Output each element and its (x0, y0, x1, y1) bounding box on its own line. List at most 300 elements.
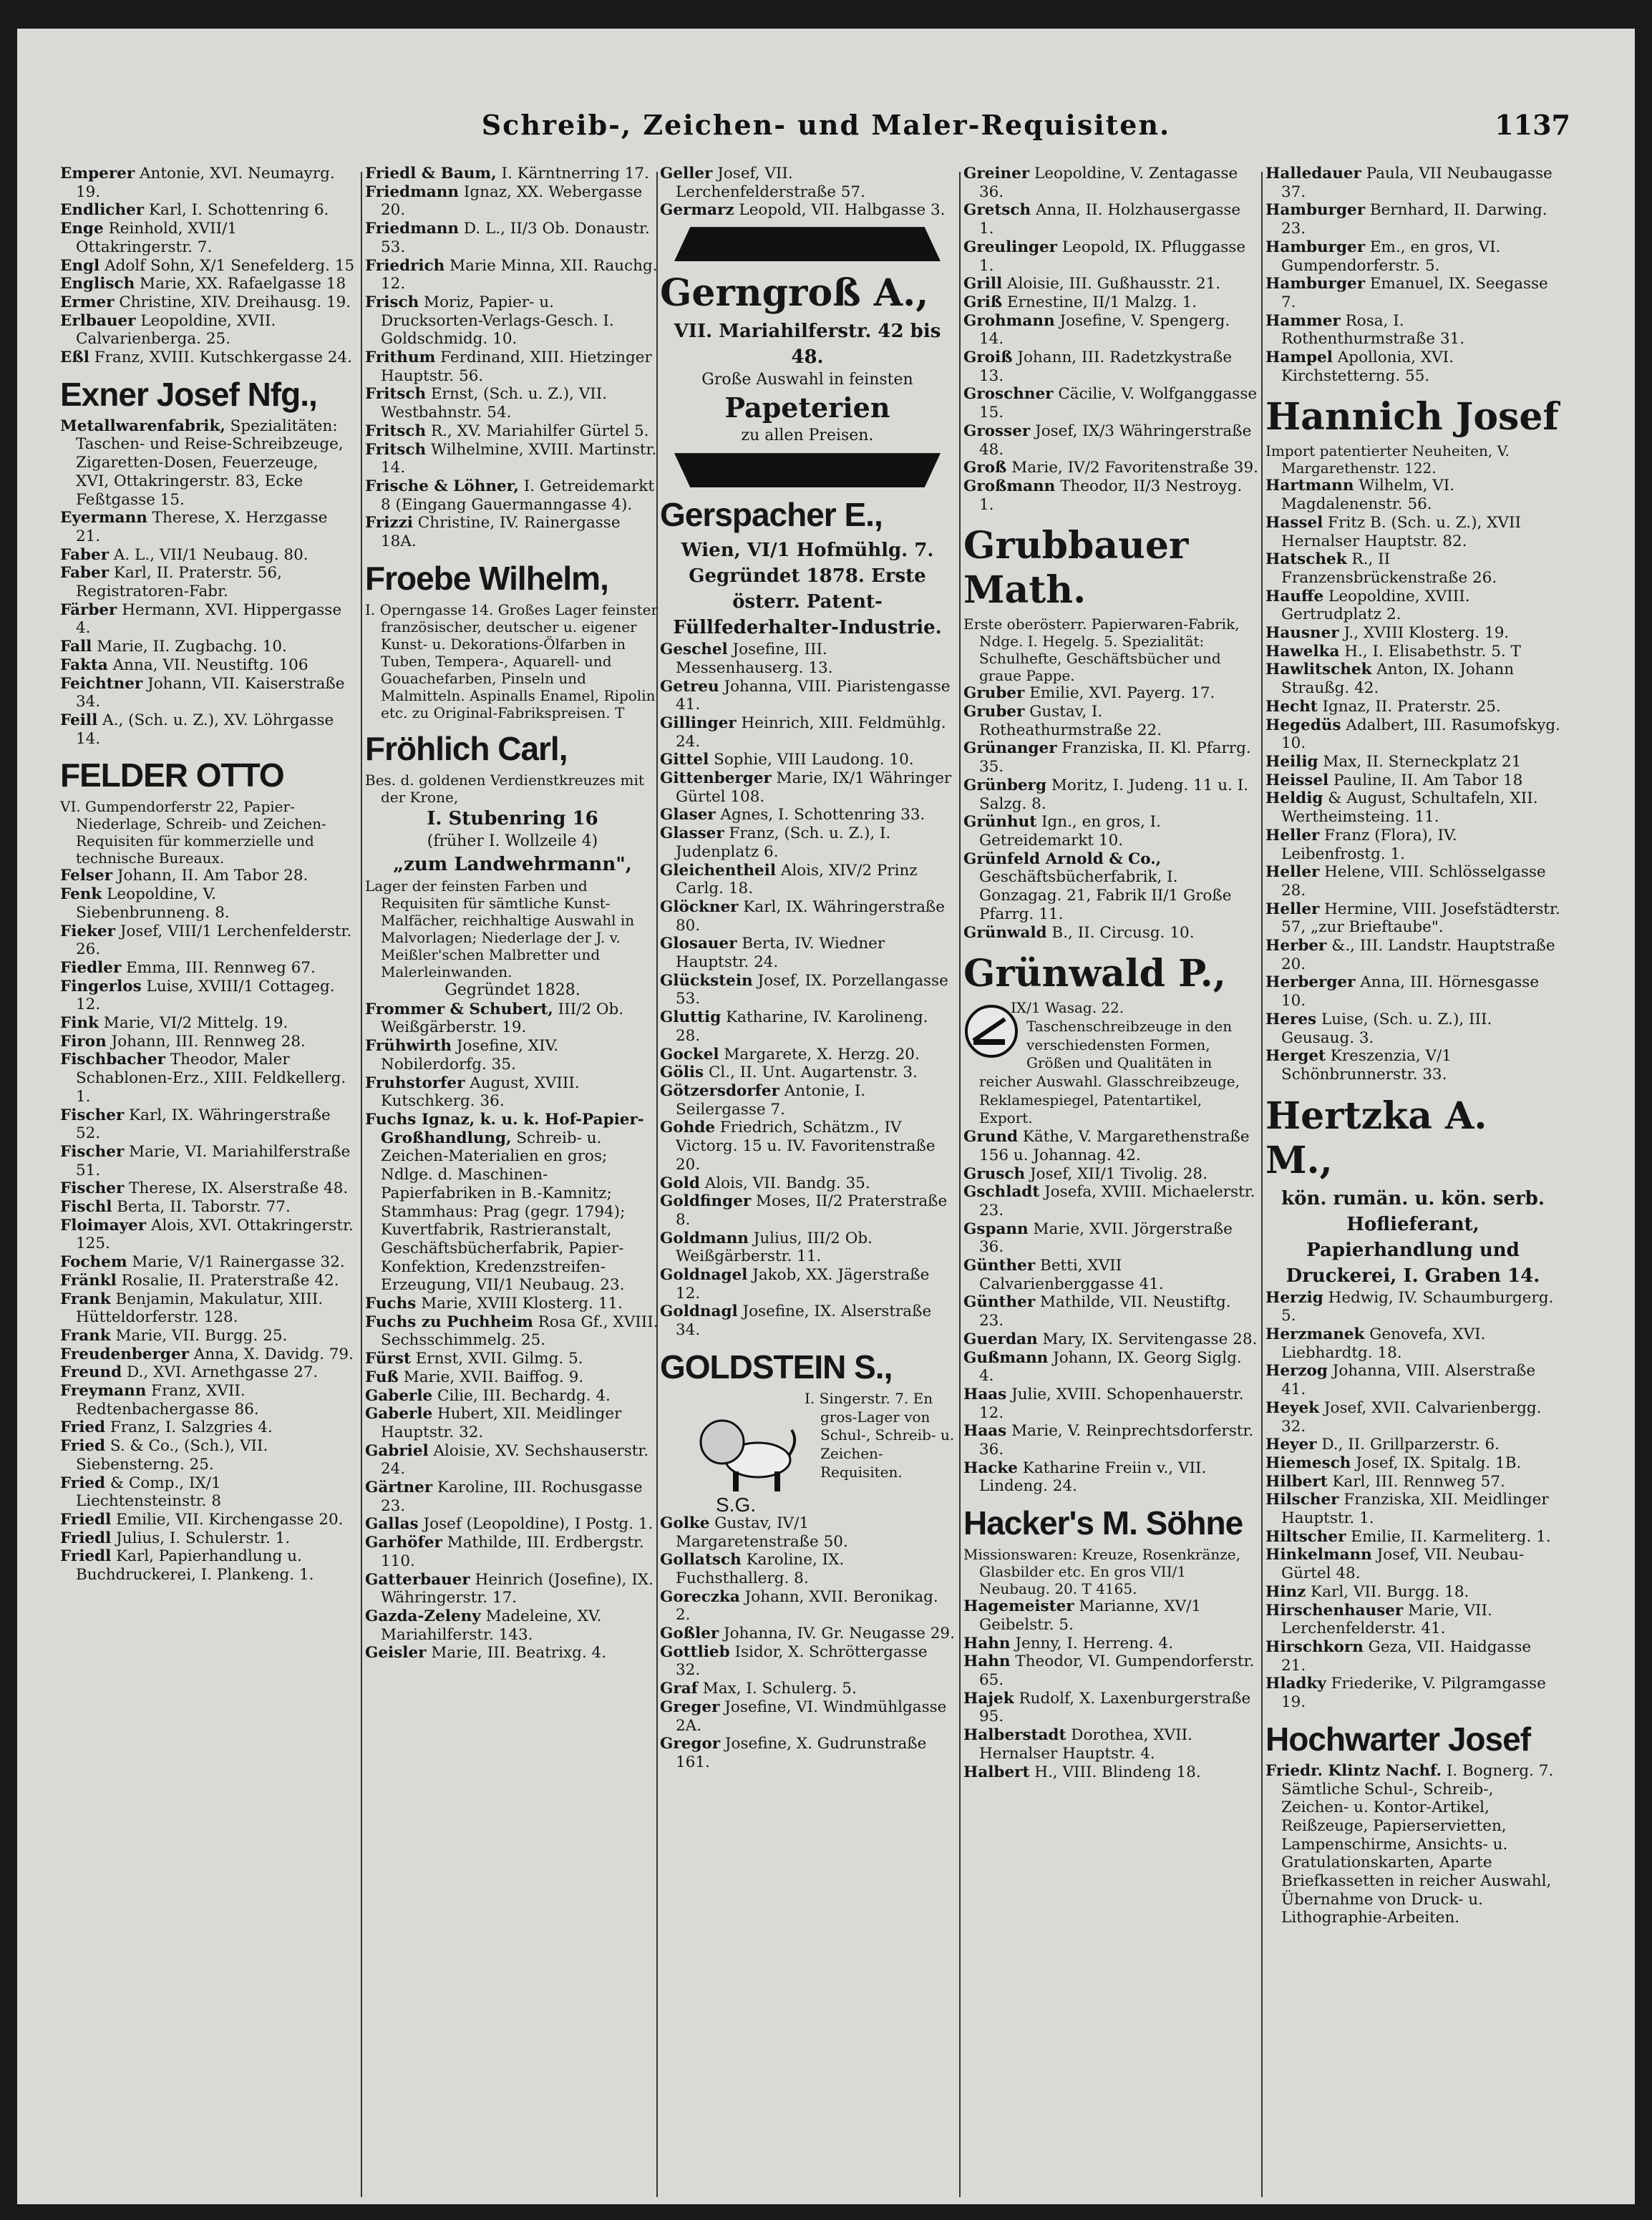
entry-name: Greger (660, 1698, 720, 1716)
entry-name: Endlicher (60, 201, 145, 220)
directory-entry (1265, 1473, 1560, 1491)
entry-address: Josef, VIII/1 Lerchenfelderstr. 26. (76, 922, 352, 959)
directory-entry (660, 201, 955, 220)
entry-address: Franz, XVII. Redtenbachergasse 86. (76, 1382, 259, 1418)
entry-name: Metallwarenfabrik, (60, 417, 225, 435)
entry-address: Ign., en gros, I. Getreidemarkt 10. (979, 813, 1162, 849)
directory-entry (365, 165, 660, 183)
directory-entry (963, 1330, 1258, 1349)
logo-monogram: S.G. (715, 1494, 756, 1516)
entry-address: Therese, IX. Alserstraße 48. (124, 1179, 349, 1198)
entry-name: Herber (1265, 937, 1327, 955)
entry-address: Josefine, X. Gudrunstraße 161. (676, 1735, 927, 1771)
entry-address: August, XVIII. Kutschkerg. 36. (381, 1074, 580, 1111)
entry-name: Herzig (1265, 1288, 1323, 1307)
entry-name: Graf (660, 1680, 698, 1698)
advertisement-heading: Hacker's M. Söhne (963, 1504, 1243, 1542)
entry-name: Hinkelmann (1265, 1546, 1372, 1564)
directory-entry (963, 349, 1258, 385)
directory-entry (963, 1763, 1258, 1782)
entry-name: Groschner (963, 385, 1054, 404)
entry-address: Antonie, I. Seilergasse 7. (676, 1081, 866, 1119)
entry-address: Karl, IX. Währingerstraße 52. (76, 1106, 331, 1143)
column-5 (1265, 165, 1560, 2190)
directory-entry (963, 1257, 1258, 1293)
directory-entry (1265, 550, 1560, 587)
directory-entry (60, 349, 355, 367)
entry-name: Geller (660, 165, 713, 182)
entry-name: Gölis (660, 1063, 704, 1082)
entry-name: Heissel (1265, 771, 1329, 789)
entry-address: Anton, IX. Johann Straußg. 42. (1281, 661, 1515, 698)
directory-entry (963, 703, 1258, 739)
entry-name: Gallas (365, 1515, 419, 1534)
entry-address: Marie, IV/2 Favoritenstraße 39. (1006, 459, 1258, 477)
entry-address: D. L., II/3 Ob. Donaustr. 53. (381, 220, 650, 256)
directory-entry (365, 1368, 660, 1387)
directory-entry (660, 1680, 955, 1698)
entry-address: Marie, II. Zugbachg. 10. (92, 638, 287, 656)
entry-address: Moritz, I. Judeng. 11 u. I. Salzg. 8. (979, 776, 1249, 813)
directory-entry (1265, 1638, 1560, 1675)
entry-address: J., XVIII Klosterg. 19. (1338, 624, 1510, 643)
entry-name: Fischer (60, 1106, 125, 1124)
entry-address: & Comp., IX/1 Liechtensteinstr. 8 (76, 1474, 222, 1511)
entry-address: Mathilde, VII. Neustiftg. 23. (979, 1293, 1231, 1330)
entry-name: Hagemeister (963, 1597, 1074, 1616)
entry-address: Bernhard, II. Darwing. 23. (1281, 201, 1547, 238)
entry-name: Hegedüs (1265, 716, 1341, 734)
entry-name: Emperer (60, 165, 135, 182)
entry-name: Friedl & Baum, (365, 165, 497, 182)
entry-address: Johann, III. Radetzkystraße 13. (979, 349, 1233, 385)
entry-name: Hilscher (1265, 1491, 1339, 1509)
directory-entry (1265, 275, 1560, 311)
entry-address: Moses, II/2 Praterstraße 8. (676, 1192, 948, 1229)
entry-address: Schreib- u. Zeichen-Materialien en gros; Ndlge. d. Maschinen-Papierfabriken in B.-Kamnitz; Stammhaus: Prag (gegr. 1794); Kuvertfabrik, Rastrieranstalt, Geschäftsbücherfabrik, Papier-Konfektion, Kredenzstreifen-Erzeugung, VII/1 Neubaug. 23. (381, 1129, 626, 1295)
entry-address: Anna, II. Holzhausergasse 1. (979, 201, 1241, 238)
directory-entry (1265, 900, 1560, 937)
entry-name: Fischer (60, 1179, 125, 1198)
directory-entry (660, 935, 955, 971)
directory-entry (365, 1037, 660, 1074)
entry-name: Hamburger (1265, 238, 1366, 256)
directory-entry (365, 385, 660, 422)
entry-address: Johann, II. Am Tabor 28. (112, 867, 308, 885)
entry-address: Johanna, VIII. Alserstraße 41. (1281, 1362, 1536, 1399)
entry-name: Gockel (660, 1045, 719, 1063)
entry-name: Grohmann (963, 311, 1055, 330)
entry-address: H., VIII. Blindeng 18. (1029, 1763, 1201, 1781)
advertisement-heading: Fröhlich Carl, (365, 729, 568, 767)
directory-entry (963, 1459, 1258, 1496)
entry-name: Hinz (1265, 1582, 1306, 1601)
advertisement-heading: GOLDSTEIN S., (660, 1348, 893, 1386)
entry-name: Herberger (1265, 973, 1356, 992)
entry-address: Ignaz, II. Praterstr. 25. (1317, 697, 1501, 716)
entry-address: Marie, XVIII Klosterg. 11. (416, 1295, 623, 1313)
entry-name: Friedl (60, 1547, 112, 1566)
entry-name: Heller (1265, 900, 1320, 918)
directory-entry (1265, 771, 1560, 790)
entry-address: Apollonia, XVI. Kirchstetterng. 55. (1281, 349, 1454, 385)
entry-address: Wilhelm, VI. Magdalenenstr. 56. (1281, 477, 1455, 514)
entry-name: Günther (963, 1257, 1036, 1275)
directory-entry (963, 201, 1258, 238)
directory-entry (365, 1350, 660, 1368)
entry-name: Haas (963, 1385, 1007, 1403)
directory-entry (660, 1735, 955, 1771)
entry-address: Leopoldine, XVII. Calvarienberga. 25. (76, 311, 276, 349)
entry-address: Heinrich (Josefine), IX. Währingerstr. 17. (381, 1570, 653, 1607)
entry-name: Frommer & Schubert, (365, 1000, 553, 1018)
entry-address: Ernst, XVII. Gilmg. 5. (410, 1350, 583, 1368)
entry-address: Emilie, XVI. Payerg. 17. (1024, 684, 1215, 703)
entry-address: Heinrich, XIII. Feldmühlg. 24. (676, 714, 946, 751)
entry-address: Sophie, VIII Laudong. 10. (709, 751, 914, 769)
directory-entry (60, 201, 355, 220)
entry-address: Theodor, II/3 Nestroyg. 1. (979, 477, 1243, 514)
entry-name: Fruhstorfer (365, 1074, 465, 1092)
entry-name: Fochem (60, 1253, 127, 1272)
entry-address: Marie, IX/1 Währinger Gürtel 108. (676, 769, 952, 806)
entry-address: Johann, III. Rennweg 28. (106, 1032, 306, 1051)
entry-name: Herzmanek (1265, 1325, 1365, 1344)
entry-name: Fried (60, 1418, 106, 1437)
entry-name: Fritsch (365, 422, 427, 440)
entry-name: Hawelka (1265, 642, 1340, 661)
entry-name: Engl (60, 256, 100, 275)
directory-entry (60, 978, 355, 1014)
entry-address: Kreszenzia, V/1 Schönbrunnerstr. 33. (1281, 1047, 1452, 1084)
directory-entry (1265, 201, 1560, 238)
entry-address: Franz, (Sch. u. Z.), I. Judenplatz 6. (676, 824, 891, 861)
advertisement-heading: Gerngroß A., (660, 271, 929, 316)
entry-name: Freymann (60, 1382, 147, 1401)
entry-name: Hahn (963, 1634, 1011, 1652)
entry-address: Josefine, IX. Alserstraße 34. (676, 1303, 932, 1340)
entry-address: Helene, VIII. Schlösselgasse 28. (1281, 863, 1546, 900)
directory-entry (60, 711, 355, 748)
entry-address: Alois, XVI. Ottakringerstr. 125. (76, 1216, 354, 1253)
directory-entry (365, 1295, 660, 1313)
entry-address: Josefine, V. Spengerg. 14. (979, 311, 1230, 349)
entry-address: Marie, V. Reinprechtsdorferstr. 36. (979, 1422, 1254, 1459)
directory-entry (660, 824, 955, 861)
entry-address: Leopoldine, XVIII. Gertrudplatz 2. (1281, 587, 1470, 624)
entry-name: Grünhut (963, 813, 1037, 832)
entry-address: Wilhelmine, XVIII. Martinstr. 14. (381, 440, 657, 477)
entry-address: Adalbert, III. Rasumofskyg. 10. (1281, 716, 1560, 753)
entry-name: Glöckner (660, 897, 739, 916)
directory-entry (60, 546, 355, 565)
directory-entry (1265, 1362, 1560, 1398)
directory-entry (1265, 661, 1560, 697)
directory-entry (1265, 624, 1560, 643)
directory-entry (365, 422, 660, 441)
directory-entry (963, 1690, 1258, 1726)
directory-entry (660, 862, 955, 898)
directory-entry (365, 514, 660, 550)
advertisement-text: I. Operngasse 14. Großes Lager feinster französischer, deutscher u. eigener Kunst- u. Dekorations-Ölfarben in Tuben, Tempera-, Aquarell- und Gouachefarben, Pinseln und Malmitteln. Aspinalls Enamel, Ripolin etc. zu Original-Fabrikspreisen. T (365, 600, 659, 721)
directory-entry (660, 641, 955, 677)
entry-address: Gustav, I. Rotheathurmstraße 22. (979, 703, 1162, 739)
entry-name: Gatterbauer (365, 1570, 470, 1589)
directory-entry (1265, 937, 1560, 973)
entry-address: Johanna, IV. Gr. Neugasse 29. (719, 1625, 955, 1643)
directory-entry (660, 1625, 955, 1643)
entry-address: Franz, XVIII. Kutschkergasse 24. (89, 349, 352, 367)
entry-address: Adolf Sohn, X/1 Senefelderg. 15 (99, 256, 355, 275)
entry-address: Rudolf, X. Laxenburgerstraße 95. (979, 1689, 1251, 1726)
entry-name: Firon (60, 1032, 107, 1051)
entry-name: Eßl (60, 349, 89, 367)
entry-name: Fritsch (365, 385, 427, 404)
entry-address: I. Getreidemarkt 8 (Eingang Gauermanngasse 4). (381, 477, 654, 514)
entry-name: Gruber (963, 684, 1025, 703)
entry-name: Gaberle (365, 1405, 433, 1423)
entry-address: A., (Sch. u. Z.), XV. Löhrgasse 14. (76, 711, 334, 748)
directory-entry (365, 1111, 660, 1295)
entry-address: Fritz B. (Sch. u. Z.), XVII Hernalser Hauptstr. 82. (1281, 513, 1521, 550)
entry-name: Grill (963, 275, 1003, 293)
entry-name: Frithum (365, 349, 436, 367)
entry-address: Marie Minna, XII. Rauchg. 12. (381, 256, 658, 293)
entry-address: Hermine, VIII. Josefstädterstr. 57, „zur Brieftaube". (1281, 900, 1560, 937)
directory-entry (963, 422, 1258, 459)
lion-trademark-icon (690, 1410, 797, 1496)
directory-entry (1265, 1399, 1560, 1436)
entry-address: Alois, XIV/2 Prinz Carlg. 18. (676, 861, 918, 898)
entry-name: Goldmann (660, 1229, 749, 1247)
entry-address: Karl, II. Praterstr. 56, Registratoren-Fabr. (76, 564, 282, 601)
entry-name: Goldfinger (660, 1192, 752, 1211)
entry-name: Gottlieb (660, 1642, 730, 1661)
entry-name: Freund (60, 1363, 122, 1382)
column-1 (60, 165, 355, 2190)
entry-address: Antonie, XVI. Neumayrg. 19. (76, 165, 335, 201)
entry-name: Glosauer (660, 935, 737, 953)
entry-name: Fischl (60, 1198, 112, 1217)
column-divider (1261, 172, 1263, 2197)
advertisement-heading: Grubbauer Math. (963, 524, 1189, 613)
advertisement-text: IX/1 Wasag. 22. Taschenschreibzeuge in den verschiedensten Formen, Größen und Qualitäten in reicher Auswahl. Glasschreibzeuge, Reklamespiegel, Patentartikel, Export. (979, 999, 1240, 1127)
entry-name: Glaser (660, 806, 716, 824)
entry-address: Josef, IX. Spitalg. 1B. (1351, 1454, 1522, 1472)
entry-name: Grünfeld Arnold & Co., (963, 849, 1162, 868)
directory-entry (60, 1014, 355, 1033)
directory-entry (660, 972, 955, 1008)
entry-address: Aloisie, III. Gußhausstr. 21. (1002, 275, 1221, 293)
directory-entry (1265, 1325, 1560, 1362)
entry-address: Emma, III. Rennweg 67. (121, 958, 316, 977)
directory-entry (1265, 1047, 1560, 1084)
entry-address: Friederike, V. Pilgramgasse 19. (1281, 1675, 1546, 1712)
entry-address: Berta, II. Taborstr. 77. (112, 1198, 291, 1217)
directory-entry (963, 776, 1258, 813)
directory-entry (963, 1293, 1258, 1330)
entry-address: Jakob, XX. Jägerstraße 12. (676, 1266, 930, 1303)
entry-address: Marie, III. Beatrixg. 4. (426, 1644, 607, 1662)
directory-entry (60, 1437, 355, 1474)
entry-name: Germarz (660, 201, 734, 220)
entry-name: Frizzi (365, 514, 413, 532)
entry-name: Hausner (1265, 624, 1339, 643)
entry-name: Glasser (660, 824, 724, 843)
entry-address: Karl, IX. Währingerstraße 80. (676, 897, 946, 935)
entry-name: Goßler (660, 1625, 719, 1643)
entry-address: Dorothea, XVII. Hernalser Hauptstr. 4. (979, 1726, 1192, 1763)
directory-entry (963, 1726, 1258, 1763)
entry-name: Herzog (1265, 1362, 1328, 1381)
directory-entry (365, 220, 660, 256)
entry-name: Fingerlos (60, 977, 142, 995)
entry-address: Josef, VII. Neubau-Gürtel 48. (1281, 1546, 1525, 1583)
entry-name: Freudenberger (60, 1345, 189, 1363)
entry-name: Halbert (963, 1763, 1030, 1781)
entry-address: Jenny, I. Herreng. 4. (1010, 1634, 1174, 1652)
entry-name: Frank (60, 1290, 111, 1308)
entry-name: Fuchs (365, 1295, 417, 1313)
entry-name: Geschel (660, 641, 728, 659)
directory-entry (1265, 1454, 1560, 1473)
entry-address: D., XVI. Arnethgasse 27. (122, 1363, 319, 1382)
directory-entry (60, 1511, 355, 1529)
entry-address: Hubert, XII. Meidlinger Hauptstr. 32. (381, 1405, 622, 1441)
entry-address: Luise, XVIII/1 Cottageg. 12. (76, 977, 335, 1014)
advertisement-text: Bes. d. goldenen Verdienstkreuzes mit der Krone, (365, 771, 644, 806)
entry-address: Marie, XVII. Jörgerstraße 36. (979, 1219, 1233, 1257)
entry-address: Cilie, III. Bechardg. 4. (432, 1386, 611, 1405)
entry-address: Theodor, VI. Gumpendorferstr. 65. (979, 1652, 1255, 1689)
directory-entry (660, 1698, 955, 1735)
entry-address: Karl, I. Schottenring 6. (144, 201, 329, 220)
directory-entry (660, 714, 955, 751)
directory-entry (1265, 1602, 1560, 1638)
directory-entry (963, 385, 1258, 422)
advertisement-text: Import patentierter Neuheiten, V. Margarethenstr. 122. (1265, 442, 1510, 477)
entry-address: Ernst, (Sch. u. Z.), VII. Westbahnstr. 54. (381, 385, 608, 422)
directory-entry (1265, 477, 1560, 513)
entry-name: Guerdan (963, 1330, 1038, 1348)
directory-entry (60, 656, 355, 675)
directory-entry (660, 1551, 955, 1587)
entry-address: Käthe, V. Margarethenstraße 156 u. Johannag. 42. (979, 1128, 1250, 1164)
directory-entry (1265, 827, 1560, 863)
entry-name: Gschladt (963, 1183, 1040, 1202)
entry-address: Marie, VI/2 Mittelg. 19. (98, 1014, 288, 1033)
directory-entry (60, 885, 355, 922)
advertisement-line: Papeterien (724, 391, 890, 424)
entry-name: Fürst (365, 1350, 411, 1368)
entry-name: Enge (60, 220, 104, 238)
entry-name: Fieker (60, 922, 116, 940)
entry-address: Geza, VII. Haidgasse 21. (1281, 1638, 1532, 1675)
entry-address: H., I. Elisabethstr. 5. T (1339, 642, 1521, 661)
entry-address: I. Kärntnerring 17. (496, 165, 649, 182)
entry-name: Feill (60, 711, 98, 729)
directory-entry (60, 1143, 355, 1179)
entry-name: Heldig (1265, 789, 1323, 808)
entry-address: D., II. Grillparzerstr. 6. (1316, 1436, 1500, 1454)
directory-entry (60, 675, 355, 711)
directory-entry (963, 477, 1258, 514)
entry-name: Eyermann (60, 509, 147, 527)
advertisement-text: VI. Gumpendorferstr 22, Papier-Niederlage, Schreib- und Zeichen-Requisiten für kommerzielle und technische Bureaux. (60, 798, 326, 867)
entry-address: Josefa, XVIII. Michaelerstr. 23. (979, 1183, 1255, 1219)
directory-entry (963, 850, 1258, 924)
entry-address: Mary, IX. Servitengasse 28. (1037, 1330, 1258, 1348)
advertisement-heading: Grünwald P., (963, 952, 1226, 996)
entry-address: Karoline, III. Rochusgasse 23. (381, 1479, 643, 1515)
entry-address: Julius, III/2 Ob. Weißgärberstr. 11. (676, 1229, 873, 1266)
entry-address: Aloisie, XV. Sechshauserstr. 24. (381, 1441, 649, 1479)
entry-address: &., III. Landstr. Hauptstraße 20. (1281, 937, 1555, 973)
directory-entry (1265, 1546, 1560, 1582)
entry-address: Karoline, IX. Fuchsthallerg. 8. (676, 1551, 845, 1587)
directory-entry (963, 238, 1258, 275)
entry-name: Gollatsch (660, 1551, 742, 1569)
directory-entry (660, 1643, 955, 1680)
entry-address: Pauline, II. Am Tabor 18 (1328, 771, 1523, 789)
page-header-title: Schreib-, Zeichen- und Maler-Requisiten. (481, 109, 1171, 141)
entry-name: Hladky (1265, 1675, 1326, 1693)
entry-name: Fall (60, 638, 92, 656)
entry-address: Johann, VII. Kaiserstraße 34. (76, 674, 345, 711)
entry-name: Friedl (60, 1529, 112, 1547)
directory-entry (1265, 1436, 1560, 1454)
directory-entry (60, 1051, 355, 1106)
entry-name: Hilbert (1265, 1472, 1328, 1491)
directory-entry (60, 509, 355, 545)
entry-name: Hacke (963, 1459, 1018, 1477)
entry-name: Fakta (60, 656, 108, 674)
entry-name: Frisch (365, 293, 419, 311)
entry-name: Färber (60, 600, 117, 619)
entry-address: Rosa Gf., XVIII. Sechsschimmelg. 25. (381, 1313, 659, 1350)
advertisement-line: „zum Landwehrmann", (393, 853, 632, 875)
directory-entry (963, 275, 1258, 293)
ad-banner-bar (674, 227, 941, 261)
directory-entry (365, 1074, 660, 1111)
directory-entry (60, 1363, 355, 1382)
entry-name: Ermer (60, 293, 115, 311)
entry-address: Karl, VII. Burgg. 18. (1306, 1582, 1469, 1601)
entry-name: Glückstein (660, 971, 753, 990)
advertisement-heading: Hertzka A. M., (1265, 1094, 1487, 1182)
entry-name: Felser (60, 867, 113, 885)
directory-entry (60, 638, 355, 656)
directory-entry (963, 924, 1258, 943)
entry-address: Therese, X. Herzgasse 21. (76, 509, 328, 545)
directory-entry (60, 275, 355, 293)
directory-entry (60, 1217, 355, 1253)
entry-address: Marie, XVII. Baiffog. 9. (398, 1368, 584, 1386)
directory-entry (963, 1183, 1258, 1219)
directory-entry (60, 293, 355, 312)
entry-name: Fuchs zu Puchheim (365, 1313, 533, 1331)
directory-entry (60, 922, 355, 959)
entry-address: Franziska, II. Kl. Pfarrg. 35. (979, 739, 1251, 776)
entry-address: Theodor, Maler Schablonen-Erz., XIII. Feldkellerg. 1. (76, 1051, 346, 1106)
entry-address: Emanuel, IX. Seegasse 7. (1281, 275, 1548, 311)
advertisement-text: I. Singerstr. 7. En gros-Lager von Schul-, Schreib- u. Zeichen-Requisiten. (805, 1389, 955, 1481)
directory-entry (60, 1290, 355, 1327)
entry-address: Johann, IX. Georg Siglg. 4. (979, 1348, 1242, 1386)
directory-entry (660, 1046, 955, 1064)
entry-address: Josefine, III. Messenhauserg. 13. (676, 641, 833, 677)
directory-entry (660, 1063, 955, 1082)
